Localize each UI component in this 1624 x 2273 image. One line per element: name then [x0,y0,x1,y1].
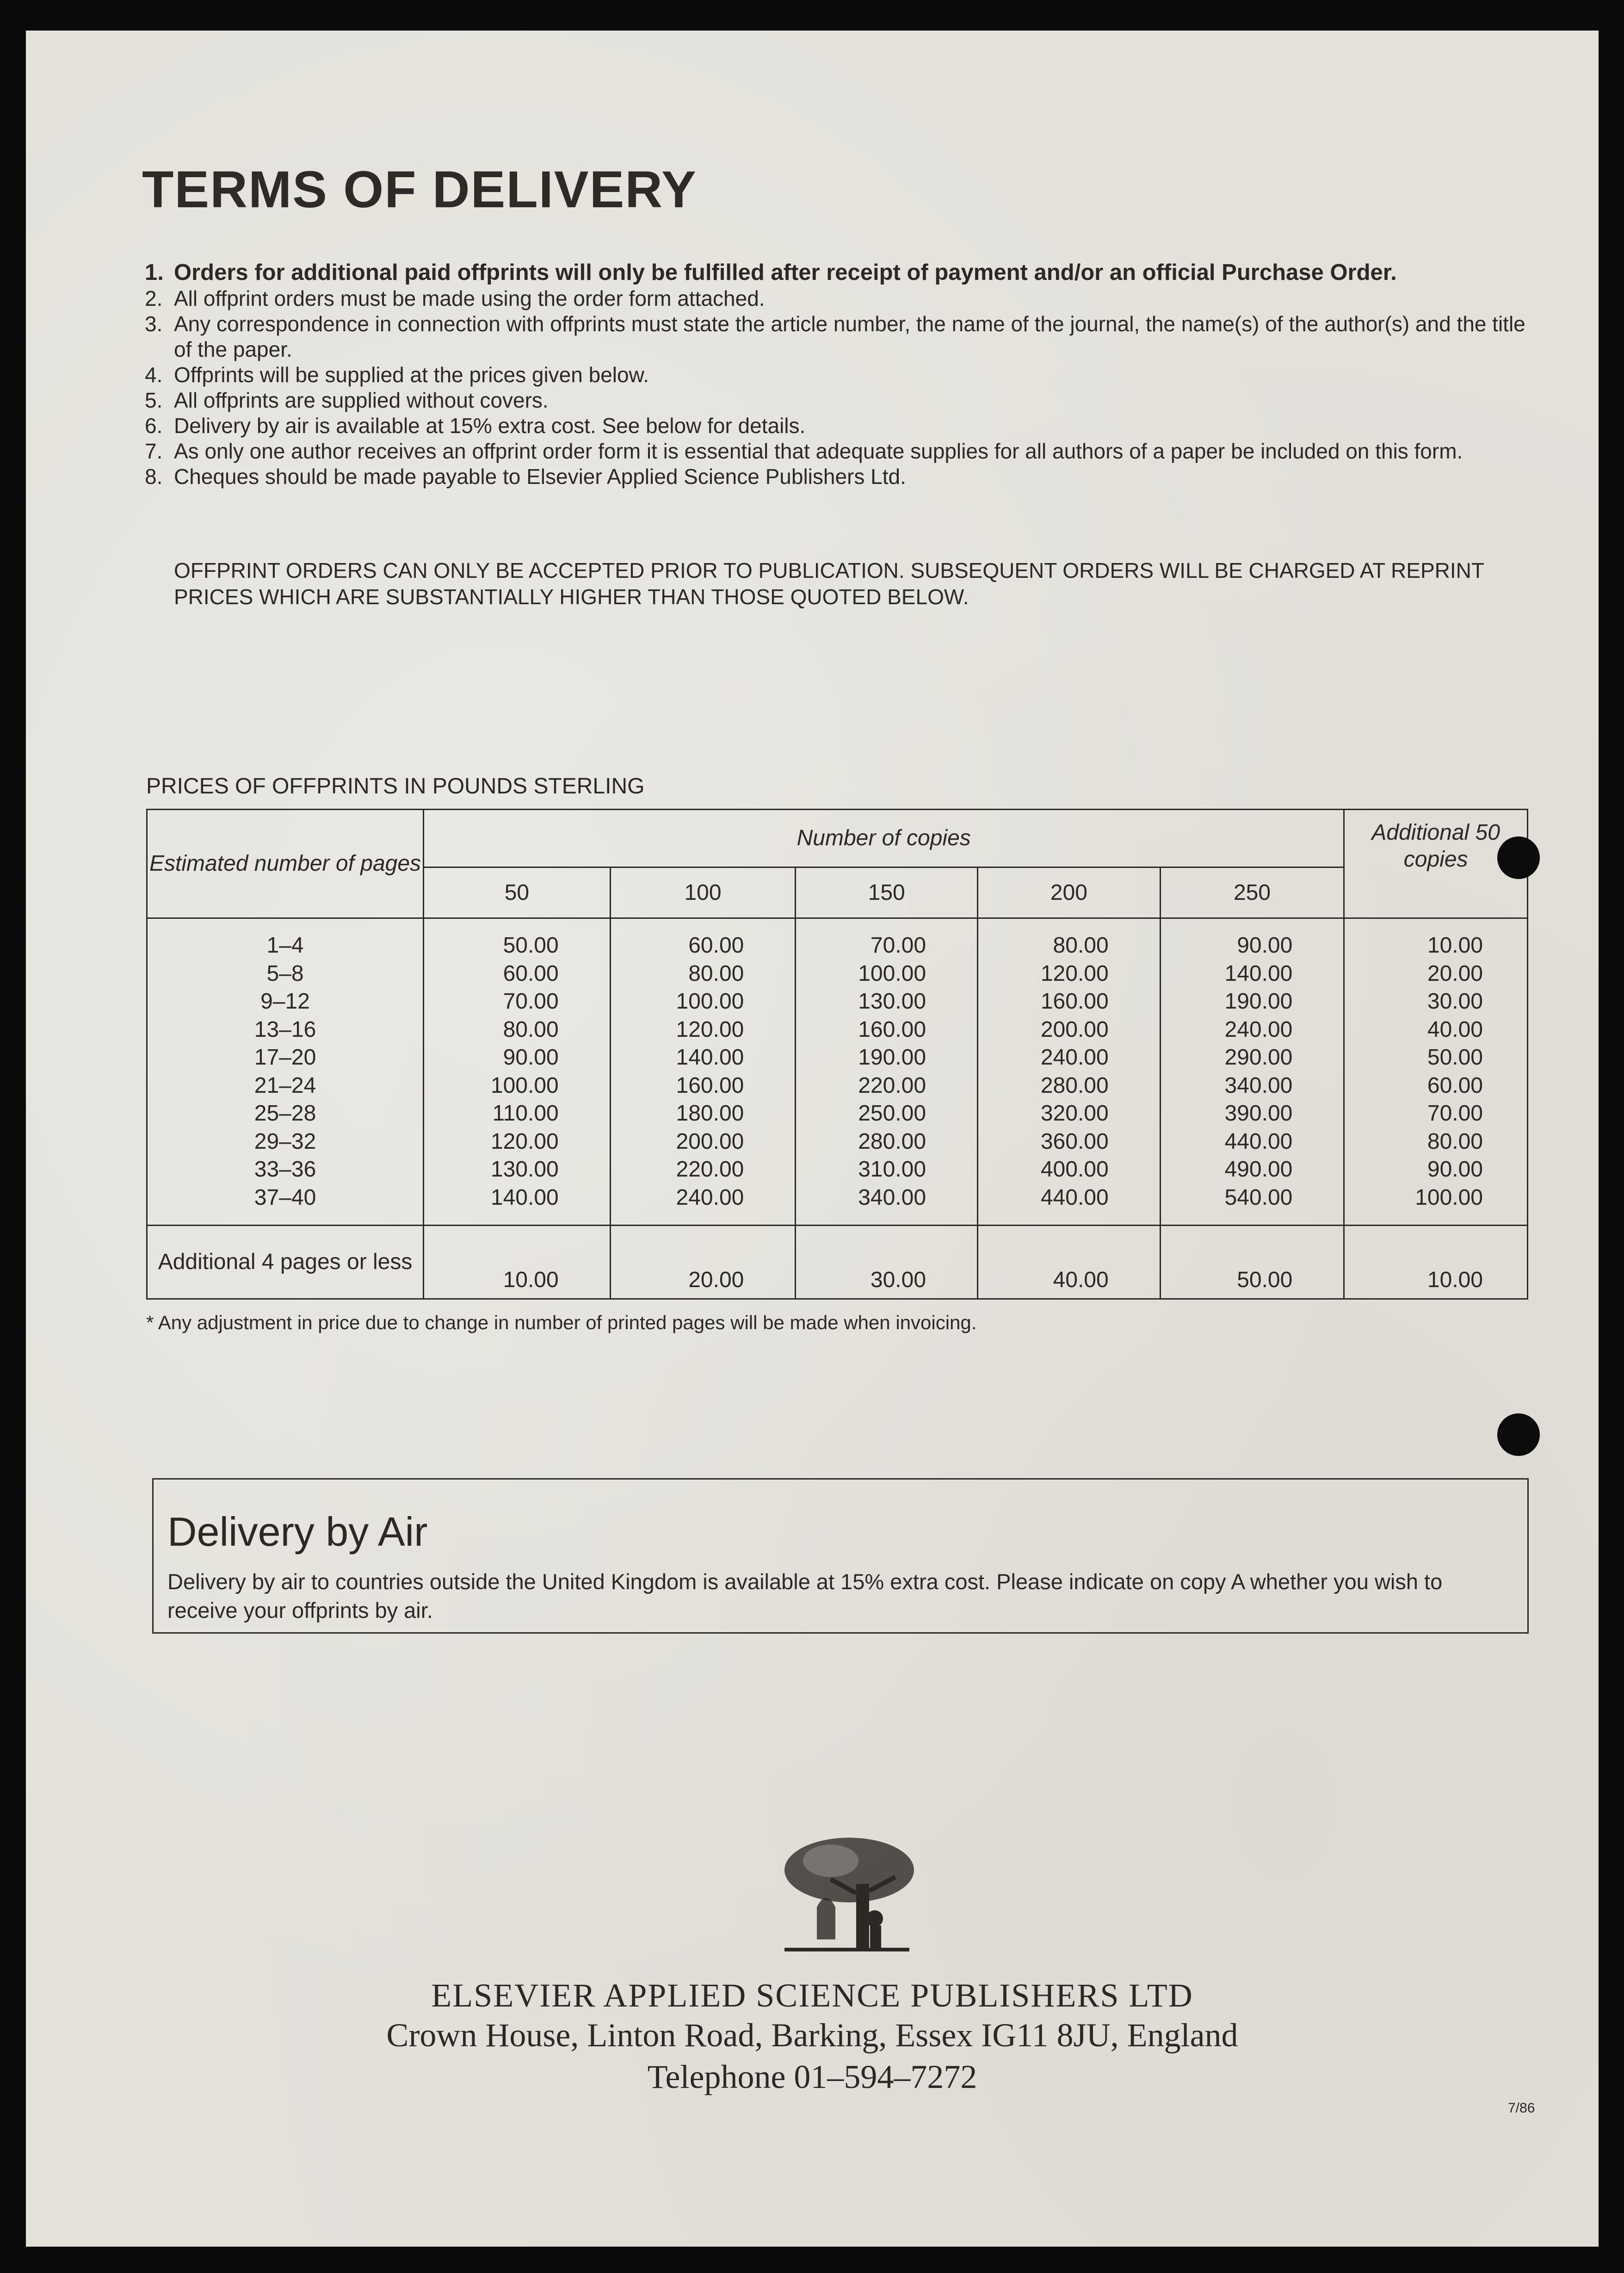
publisher-name: ELSEVIER APPLIED SCIENCE PUBLISHERS LTD [431,1977,1193,2014]
price-cell: 160.00 [1040,989,1109,1014]
price-cell: 390.00 [1224,1101,1293,1126]
term-text: Cheques should be made payable to Elsevier Applied Science Publishers Ltd. [174,465,906,489]
term-item [145,286,1528,311]
term-item [145,464,1528,489]
page-range-cell: 21–24 [254,1073,316,1098]
price-cell: 130.00 [858,989,926,1014]
price-cell: 440.00 [1224,1129,1293,1154]
price-rows [147,918,1528,1226]
price-cell: 310.00 [858,1157,926,1182]
term-number: 6. [145,414,163,438]
price-cell: 250.00 [858,1101,926,1126]
page-range-cell: 37–40 [254,1185,316,1210]
page-range-cell: 13–16 [254,1017,316,1042]
price-cell: 60.00 [688,933,744,958]
term-text: Any correspondence in connection with offprints must state the article number, the name of the journal, the name(s) of the author(s) and the title of the paper. [174,312,1525,361]
price-cell: 120.00 [490,1129,559,1154]
page-range-cell: 25–28 [254,1101,316,1126]
price-cell: 220.00 [676,1157,744,1182]
pages-header: Estimated number of pages [147,810,424,918]
price-cell: 120.00 [1040,961,1109,986]
air-heading: Delivery by Air [167,1509,428,1555]
price-column-200 [978,918,1161,1226]
copies-150-header: 150 [796,867,978,918]
term-item [145,413,1528,439]
price-cell: 160.00 [676,1073,744,1098]
publisher-address: Crown House, Linton Road, Barking, Essex IG11 8JU, England [386,2017,1238,2054]
price-column-100 [610,918,796,1226]
additional-price: 10.00 [424,1226,611,1299]
price-cell: 30.00 [1427,989,1483,1014]
price-cell: 70.00 [870,933,926,958]
additional-price: 40.00 [978,1226,1161,1299]
price-cell: 240.00 [1224,1017,1293,1042]
copies-100-header: 100 [610,867,796,918]
page-range-cell: 17–20 [254,1045,316,1070]
price-cell: 100.00 [490,1073,559,1098]
term-number: 7. [145,439,163,463]
price-column-additional [1344,918,1528,1226]
term-number: 8. [145,465,163,489]
price-cell: 80.00 [1053,933,1109,958]
price-cell: 160.00 [858,1017,926,1042]
price-cell: 280.00 [1040,1073,1109,1098]
page-range-cell: 5–8 [266,961,304,986]
price-cell: 190.00 [858,1045,926,1070]
price-cell: 90.00 [1237,933,1293,958]
publication-notice: OFFPRINT ORDERS CAN ONLY BE ACCEPTED PRIOR TO PUBLICATION. SUBSEQUENT ORDERS WILL BE CHARGED AT REPRINT PRICES WHICH ARE SUBSTANTIALLY HIGHER THAN THOSE QUOTED BELOW. [174,558,1484,609]
term-number: 3. [145,312,163,336]
price-cell: 140.00 [1224,961,1293,986]
elsevier-tree-logo-icon [775,1833,919,1958]
price-cell: 100.00 [676,989,744,1014]
term-item [145,439,1528,464]
price-column-150 [796,918,978,1226]
term-number: 4. [145,363,163,387]
term-text: All offprint orders must be made using the order form attached. [174,286,765,310]
price-cell: 130.00 [490,1157,559,1182]
price-cell: 140.00 [676,1045,744,1070]
air-text: Delivery by air to countries outside the United Kingdom is available at 15% extra cost. Please indicate on copy A whether you wish to receive your offprints by air. [167,1569,1443,1623]
additional-copies-header: Additional 50 copies [1344,810,1528,918]
price-cell: 120.00 [676,1017,744,1042]
price-cell: 50.00 [503,933,559,958]
price-cell: 110.00 [492,1101,559,1126]
punch-hole [1497,1413,1540,1456]
page-range-column [147,918,424,1226]
price-cell: 40.00 [1427,1017,1483,1042]
publisher-telephone: Telephone 01–594–7272 [647,2058,977,2095]
price-cell: 240.00 [676,1185,744,1210]
page-range-cell: 1–4 [266,933,304,958]
price-cell: 340.00 [858,1185,926,1210]
additional-price: 30.00 [796,1226,978,1299]
additional-price: 10.00 [1344,1226,1528,1299]
price-cell: 90.00 [1427,1157,1483,1182]
price-cell: 80.00 [503,1017,559,1042]
copies-250-header: 250 [1160,867,1344,918]
price-cell: 190.00 [1224,989,1293,1014]
term-text: As only one author receives an offprint order form it is essential that adequate supplies for all authors of a paper be included on this form. [174,439,1463,463]
price-cell: 90.00 [503,1045,559,1070]
term-number: 5. [145,388,163,412]
additional-price: 20.00 [610,1226,796,1299]
price-column-50 [424,918,611,1226]
price-cell: 60.00 [503,961,559,986]
price-cell: 100.00 [1415,1185,1483,1210]
price-cell: 60.00 [1427,1073,1483,1098]
page-range-cell: 9–12 [260,989,310,1014]
price-cell: 140.00 [490,1185,559,1210]
terms-list [145,259,1528,489]
price-cell: 70.00 [503,989,559,1014]
page-title: TERMS OF DELIVERY [142,161,697,218]
copies-50-header: 50 [424,867,611,918]
additional-price: 50.00 [1160,1226,1344,1299]
page-range-cell: 29–32 [254,1129,316,1154]
price-cell: 200.00 [676,1129,744,1154]
price-cell: 490.00 [1224,1157,1293,1182]
prices-heading: PRICES OF OFFPRINTS IN POUNDS STERLING [146,774,645,799]
price-cell: 280.00 [858,1129,926,1154]
term-item [145,388,1528,413]
price-cell: 340.00 [1224,1073,1293,1098]
copies-header: Number of copies [424,810,1344,867]
term-text: Offprints will be supplied at the prices given below. [174,363,649,387]
price-column-250 [1160,918,1344,1226]
additional-pages-label: Additional 4 pages or less [147,1226,424,1299]
price-cell: 80.00 [688,961,744,986]
price-cell: 80.00 [1427,1129,1483,1154]
price-cell: 180.00 [676,1101,744,1126]
term-number: 2. [145,286,163,310]
additional-pages-row [147,1226,1528,1299]
price-cell: 220.00 [858,1073,926,1098]
term-text: Delivery by air is available at 15% extra cost. See below for details. [174,414,806,438]
price-cell: 10.00 [1427,933,1483,958]
price-cell: 50.00 [1427,1045,1483,1070]
price-table [146,809,1528,1300]
price-cell: 440.00 [1040,1185,1109,1210]
price-cell: 360.00 [1040,1129,1109,1154]
price-footnote: * Any adjustment in price due to change in number of printed pages will be made when invoicing. [146,1312,977,1333]
term-text: All offprints are supplied without covers. [174,388,549,412]
price-cell: 70.00 [1427,1101,1483,1126]
term-item [145,311,1528,362]
price-cell: 100.00 [858,961,926,986]
term-item [145,362,1528,388]
price-cell: 540.00 [1224,1185,1293,1210]
price-cell: 290.00 [1224,1045,1293,1070]
price-cell: 240.00 [1040,1045,1109,1070]
price-cell: 20.00 [1427,961,1483,986]
price-cell: 400.00 [1040,1157,1109,1182]
term-number: 1. [145,260,164,285]
copies-200-header: 200 [978,867,1161,918]
form-code: 7/86 [1508,2100,1535,2116]
delivery-by-air-box [152,1478,1529,1634]
price-cell: 320.00 [1040,1101,1109,1126]
price-cell: 200.00 [1040,1017,1109,1042]
page-range-cell: 33–36 [254,1157,316,1182]
term-text: Orders for additional paid offprints will only be fulfilled after receipt of payment and/or an official Purchase Order. [174,260,1397,285]
term-item [145,259,1528,286]
punch-hole [1497,836,1540,879]
